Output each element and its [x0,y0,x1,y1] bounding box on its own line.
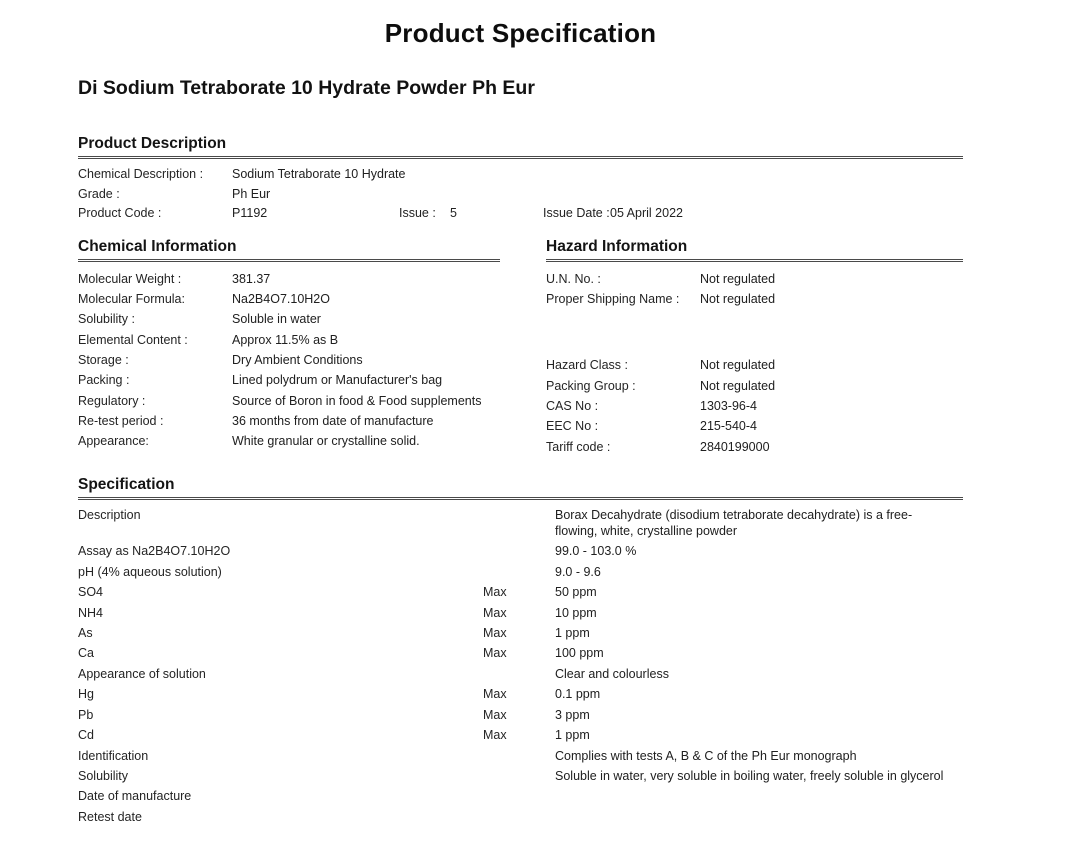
spec-parameter: Retest date [78,809,142,824]
row-label: Proper Shipping Name : [546,292,680,307]
row-label: Appearance: [78,434,149,449]
chemical-hazard-columns [78,237,963,457]
spec-limit [483,807,555,827]
row-label: EEC No : [546,419,599,434]
spec-row [78,725,963,745]
row-value: Not regulated [700,378,776,393]
row-label: Molecular Weight : [78,271,182,286]
spec-parameter: NH4 [78,605,104,620]
spec-limit: Max [483,605,507,620]
spec-value: 9.0 - 9.6 [555,564,601,579]
info-row [78,204,963,224]
row-value: Not regulated [700,271,776,286]
spec-value: 1 ppm [555,728,590,743]
row-value: Na2B4O7.10H2O [232,292,330,307]
product-description-rows [78,165,963,224]
row-label: Regulatory : [78,393,146,408]
spec-row [78,684,963,704]
spec-row [78,506,963,542]
spec-value: Borax Decahydrate (disodium tetraborate decahydrate) is a free-flowing, white, crystalline powder [555,507,913,538]
row-label: Product Code : [78,206,162,221]
row-value: Dry Ambient Conditions [232,352,363,367]
spec-row [78,766,963,786]
spec-parameter: Description [78,507,141,522]
spec-limit: Max [483,707,507,722]
specification-heading: Specification [78,475,963,500]
spec-row [78,807,963,827]
spec-value: 100 ppm [555,646,604,661]
info-row [78,391,500,411]
info-row [546,376,963,396]
row-label: U.N. No. : [546,271,601,286]
row-value: Lined polydrum or Manufacturer's bag [232,373,443,388]
spec-limit: Max [483,728,507,743]
spec-value [555,807,963,827]
row-value: 2840199000 [700,439,770,454]
spec-parameter: Pb [78,707,94,722]
info-row [78,350,500,370]
info-row [78,330,500,350]
spec-parameter: Appearance of solution [78,666,206,681]
row-label: Re-test period : [78,413,164,428]
chemical-information-rows [78,269,500,452]
row-value: P1192 [232,206,268,221]
spec-parameter: SO4 [78,585,104,600]
spec-row [78,643,963,663]
row-value: 1303-96-4 [700,398,757,413]
info-row [78,309,500,329]
row-value: Ph Eur [232,186,271,201]
spec-row [78,562,963,582]
doc-title: Product Specification [384,18,657,48]
spec-value: 50 ppm [555,585,597,600]
info-row [78,185,963,205]
section-specification [78,475,963,827]
section-product-description [78,134,963,224]
row-label: Elemental Content : [78,332,188,347]
info-row [78,431,500,451]
row-label: Tariff code : [546,439,611,454]
hazard-information-heading: Hazard Information [546,237,963,262]
product-name: Di Sodium Tetraborate 10 Hydrate Powder Ph Eur [78,77,535,99]
info-row [546,269,963,289]
spec-limit [483,541,555,561]
spec-parameter: pH (4% aqueous solution) [78,564,222,579]
spec-parameter: Identification [78,748,149,763]
row-label: Chemical Description : [78,167,204,181]
spec-limit: Max [483,646,507,661]
section-hazard-information [546,237,963,457]
info-row [546,437,963,457]
chemical-information-heading: Chemical Information [78,237,500,262]
spec-row [78,541,963,561]
spec-value: Soluble in water, very soluble in boiling water, freely soluble in glycerol [555,768,944,783]
info-row [78,370,500,390]
spec-parameter: Ca [78,646,94,661]
row-value: 215-540-4 [700,419,757,434]
spec-value [555,786,963,806]
spec-value: 1 ppm [555,626,590,641]
spec-parameter: Cd [78,728,94,743]
spec-value: 3 ppm [555,707,590,722]
row-label: Packing Group : [546,378,636,393]
row-value: 36 months from date of manufacture [232,413,434,428]
spec-limit [483,508,555,540]
row-value: Not regulated [700,292,776,307]
info-row [546,416,963,436]
spec-row [78,623,963,643]
spec-parameter: Solubility [78,768,129,783]
section-chemical-information [78,237,500,457]
spec-limit [483,766,555,786]
row-label: Packing : [78,373,130,388]
info-row [546,289,963,309]
row-value: 381.37 [232,271,271,286]
spec-value: 0.1 ppm [555,687,601,702]
spec-limit [483,562,555,582]
spec-row [78,664,963,684]
spec-parameter: Hg [78,687,94,702]
spec-row [78,705,963,725]
row-value: Not regulated [700,358,776,373]
row-value: White granular or crystalline solid. [232,434,420,449]
spec-value: 10 ppm [555,605,597,620]
spec-limit: Max [483,687,507,702]
spec-parameter: As [78,626,93,641]
info-row [78,289,500,309]
spec-value: Complies with tests A, B & C of the Ph Eur monograph [555,748,857,763]
row-label: Solubility : [78,312,135,327]
product-description-heading: Product Description [78,134,963,159]
spec-row [78,582,963,602]
row-value: Soluble in water [232,312,321,327]
row-label: Hazard Class : [546,358,628,373]
spec-parameter: Date of manufacture [78,789,192,804]
spec-limit: Max [483,585,507,600]
specification-rows [78,506,963,827]
spec-parameter: Assay as Na2B4O7.10H2O [78,544,231,559]
row-label: CAS No : [546,398,599,413]
spec-row [78,786,963,806]
spec-row [78,746,963,766]
spec-limit: Max [483,626,507,641]
issue-date-label: Issue Date : [543,206,610,221]
row-value: Sodium Tetraborate 10 Hydrate [232,167,406,181]
spec-limit [483,746,555,766]
info-row [78,269,500,289]
hazard-information-rows [546,269,963,457]
row-label: Grade : [78,186,120,201]
issue-date-value: 05 April 2022 [610,206,683,221]
spec-row [78,603,963,623]
info-row [546,396,963,416]
spec-value: Clear and colourless [555,666,669,681]
spec-value: 99.0 - 103.0 % [555,544,637,559]
spec-limit [483,786,555,806]
row-label: Molecular Formula: [78,292,185,307]
info-row [546,355,963,375]
issue-value: 5 [450,206,457,221]
row-value: Approx 11.5% as B [232,332,339,347]
spec-limit [483,664,555,684]
issue-label: Issue : [399,206,436,221]
row-label: Storage : [78,352,129,367]
info-row [78,411,500,431]
row-value: Source of Boron in food & Food supplements [232,393,482,408]
info-row [78,165,963,185]
